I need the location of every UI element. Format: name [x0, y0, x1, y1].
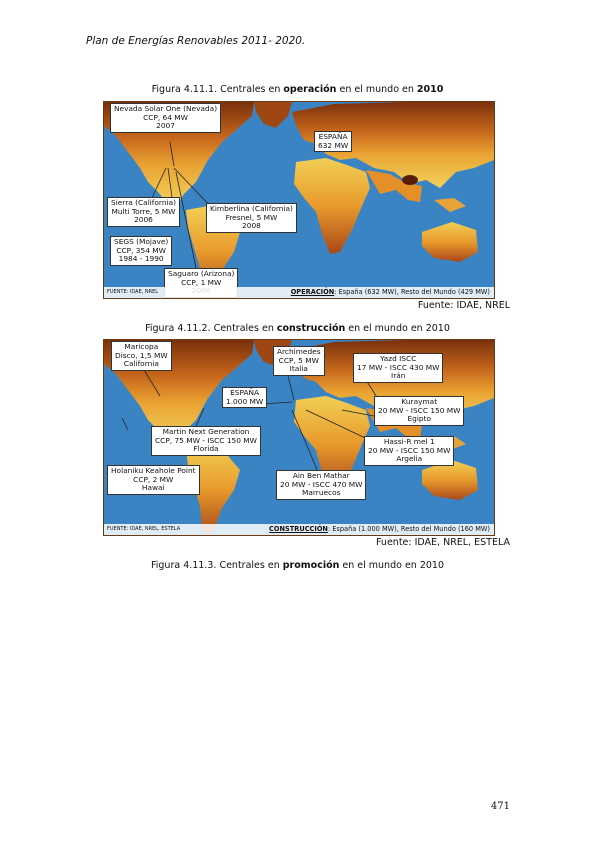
running-header: Plan de Energías Renovables 2011- 2020. [86, 35, 306, 47]
label-maricopa: Maricopa Disco, 1,5 MW California [111, 341, 172, 371]
page-number: 471 [490, 801, 510, 812]
label-martin-next-generation: Martin Next Generation CCP, 75 MW - ISCC 150 MW Florida [151, 426, 261, 456]
figure-2-caption: Figura 4.11.2. Centrales en construcción en el mundo en 2010 [145, 323, 450, 334]
label-saguaro: Saguaro (Arizona) CCP, 1 MW [164, 268, 238, 298]
figure-1-caption: Figura 4.11.1. Centrales en operación en el mundo en 2010 [151, 84, 444, 95]
world-map-operation [103, 101, 495, 299]
label-nevada-solar-one: Nevada Solar One (Nevada) CCP, 64 MW 2007 [110, 103, 221, 133]
figure-2-source: Fuente: IDAE, NREL, ESTELA [375, 537, 510, 548]
label-sierra: Sierra (California) Multi Torre, 5 MW 2006 [107, 197, 180, 227]
map-2-footer: FUENTE: IDAE, NREL, ESTELA CONSTRUCCIÓN: España (1.000 MW), Resto del Mundo (160 MW) [104, 524, 494, 535]
label-ain-ben-mathar: Ain Ben Mathar 20 MW - ISCC 470 MW Marruecos [276, 470, 366, 500]
map-2-footer-totals: CONSTRUCCIÓN: España (1.000 MW), Resto del Mundo (160 MW) [269, 525, 490, 533]
figure-3-caption: Figura 4.11.3. Centrales en promoción en el mundo en 2010 [150, 560, 445, 571]
label-archimedes: Archimedes CCP, 5 MW Italia [273, 346, 325, 376]
label-espana-construction: ESPAÑA 1.000 MW [222, 387, 267, 408]
label-espana-operation: ESPAÑA 632 MW [314, 131, 352, 152]
map-1-footer: FUENTE: IDAE, NREL OPERACIÓN: España (632 MW), Resto del Mundo (429 MW) [104, 287, 494, 298]
figure-1-source: Fuente: IDAE, NREL [417, 300, 510, 311]
world-map-construction [103, 339, 495, 536]
label-yazd: Yazd ISCC 17 MW - ISCC 430 MW Irán [353, 353, 443, 383]
label-hassi-r-mel: Hassi-R mel 1 20 MW - ISCC 150 MW Argelia [364, 436, 454, 466]
label-holaniku: Holaniku Keahole Point CCP, 2 MW Hawai [107, 465, 200, 495]
label-kuraymat: Kuraymat 20 MW - ISCC 150 MW Egipto [374, 396, 464, 426]
label-segs: SEGS (Mojave) CCP, 354 MW 1984 - 1990 [110, 236, 172, 266]
label-kimberlina: Kimberlina (California) Fresnel, 5 MW 2008 [206, 203, 297, 233]
map-1-footer-totals: OPERACIÓN: España (632 MW), Resto del Mundo (429 MW) [290, 288, 490, 296]
